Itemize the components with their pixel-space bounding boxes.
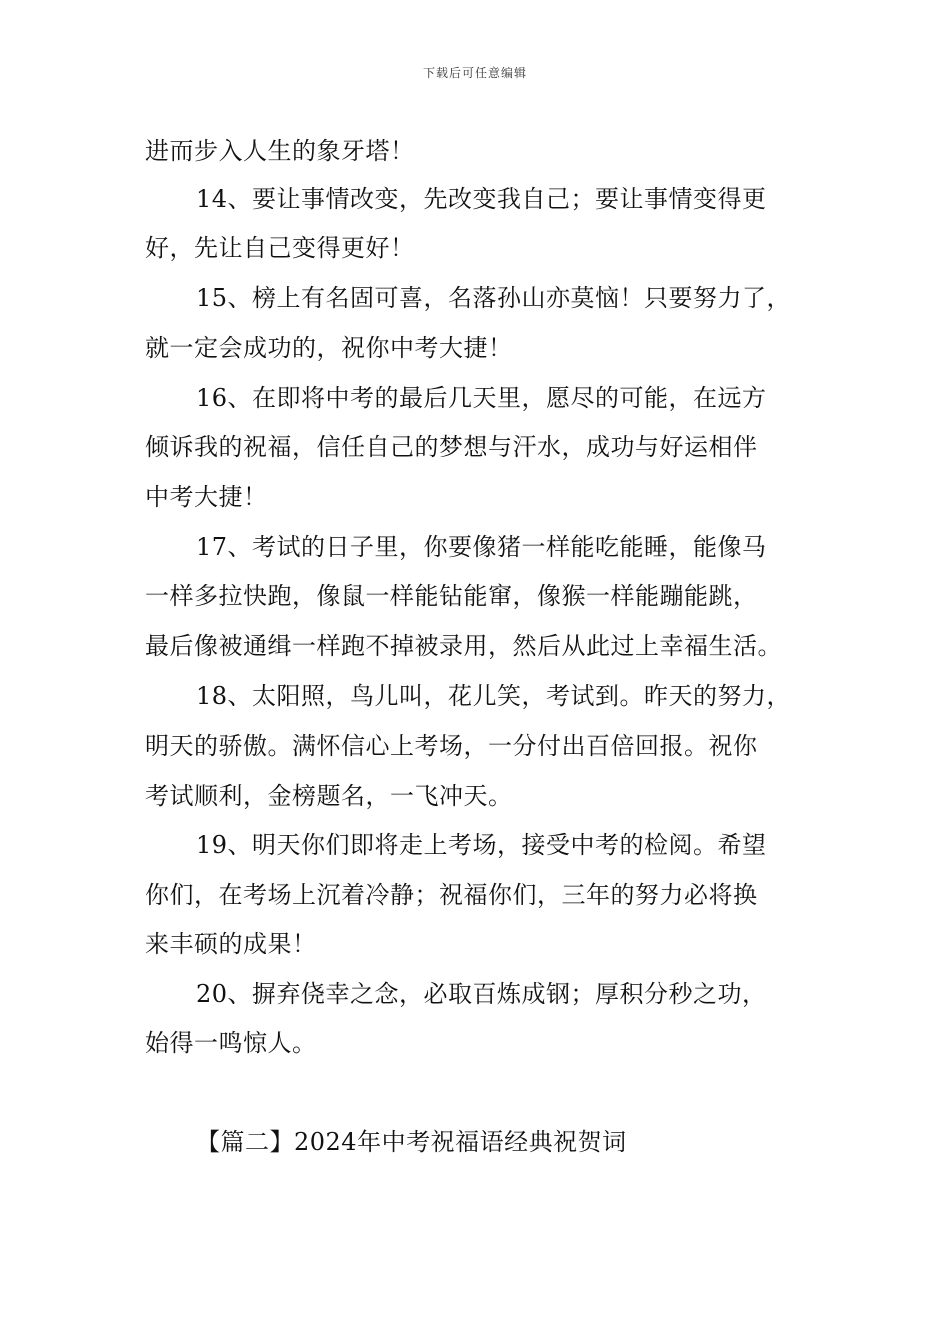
- text-line-1: [0, 126, 950, 176]
- text-line-11: [0, 621, 950, 671]
- text-line-7-content: 倾诉我的祝福，信任自己的梦想与汗水，成功与好运相伴: [145, 433, 758, 461]
- text-line-18: [0, 969, 950, 1019]
- text-line-12: [0, 671, 950, 721]
- text-line-19-content: 始得一鸣惊人。: [145, 1029, 317, 1057]
- section-heading: [0, 1117, 950, 1167]
- text-line-16-content: 你们，在考场上沉着冷静；祝福你们，三年的努力必将换: [145, 881, 758, 909]
- text-line-17: [0, 919, 950, 969]
- text-line-17-content: 来丰硕的成果！: [145, 930, 317, 958]
- text-line-14-content: 考试顺利，金榜题名，一飞冲天。: [145, 782, 513, 810]
- text-line-4: [0, 273, 950, 323]
- text-line-9-content: 17、考试的日子里，你要像猪一样能吃能睡，能像马: [196, 533, 767, 561]
- text-line-10: [0, 571, 950, 621]
- page-header: 下载后可任意编辑: [422, 66, 527, 80]
- text-line-3-content: 好，先让自己变得更好！: [145, 234, 415, 262]
- text-line-14: [0, 771, 950, 821]
- text-line-5: [0, 323, 950, 373]
- text-line-15: [0, 820, 950, 870]
- text-line-11-content: 最后像被通缉一样跑不掉被录用，然后从此过上幸福生活。: [145, 632, 782, 660]
- text-line-15-content: 19、明天你们即将走上考场，接受中考的检阅。希望: [196, 831, 767, 859]
- text-line-6-content: 16、在即将中考的最后几天里，愿尽的可能，在远方: [196, 384, 767, 412]
- text-line-13-content: 明天的骄傲。满怀信心上考场，一分付出百倍回报。祝你: [145, 732, 758, 760]
- text-line-4-content: 15、榜上有名固可喜，名落孙山亦莫恼！只要努力了，: [196, 284, 792, 312]
- section-heading-text: 【篇二】2024年中考祝福语经典祝贺词: [196, 1128, 627, 1156]
- text-line-8-content: 中考大捷！: [145, 483, 268, 511]
- text-line-8: [0, 472, 950, 522]
- text-line-18-content: 20、摒弃侥幸之念，必取百炼成钢；厚积分秒之功，: [196, 980, 767, 1008]
- text-line-7: [0, 422, 950, 472]
- text-line-12-content: 18、太阳照，鸟儿叫，花儿笑，考试到。昨天的努力，: [196, 682, 792, 710]
- text-line-3: [0, 223, 950, 273]
- text-line-5-content: 就一定会成功的，祝你中考大捷！: [145, 334, 513, 362]
- text-line-16: [0, 870, 950, 920]
- text-line-1-content: 进而步入人生的象牙塔！: [145, 137, 415, 165]
- text-line-2-content: 14、要让事情改变，先改变我自己；要让事情变得更: [196, 185, 767, 213]
- text-line-19: [0, 1018, 950, 1068]
- text-line-10-content: 一样多拉快跑，像鼠一样能钻能窜，像猴一样能蹦能跳，: [145, 582, 758, 610]
- text-line-6: [0, 373, 950, 423]
- text-line-9: [0, 522, 950, 572]
- text-line-2: [0, 174, 950, 224]
- text-line-13: [0, 721, 950, 771]
